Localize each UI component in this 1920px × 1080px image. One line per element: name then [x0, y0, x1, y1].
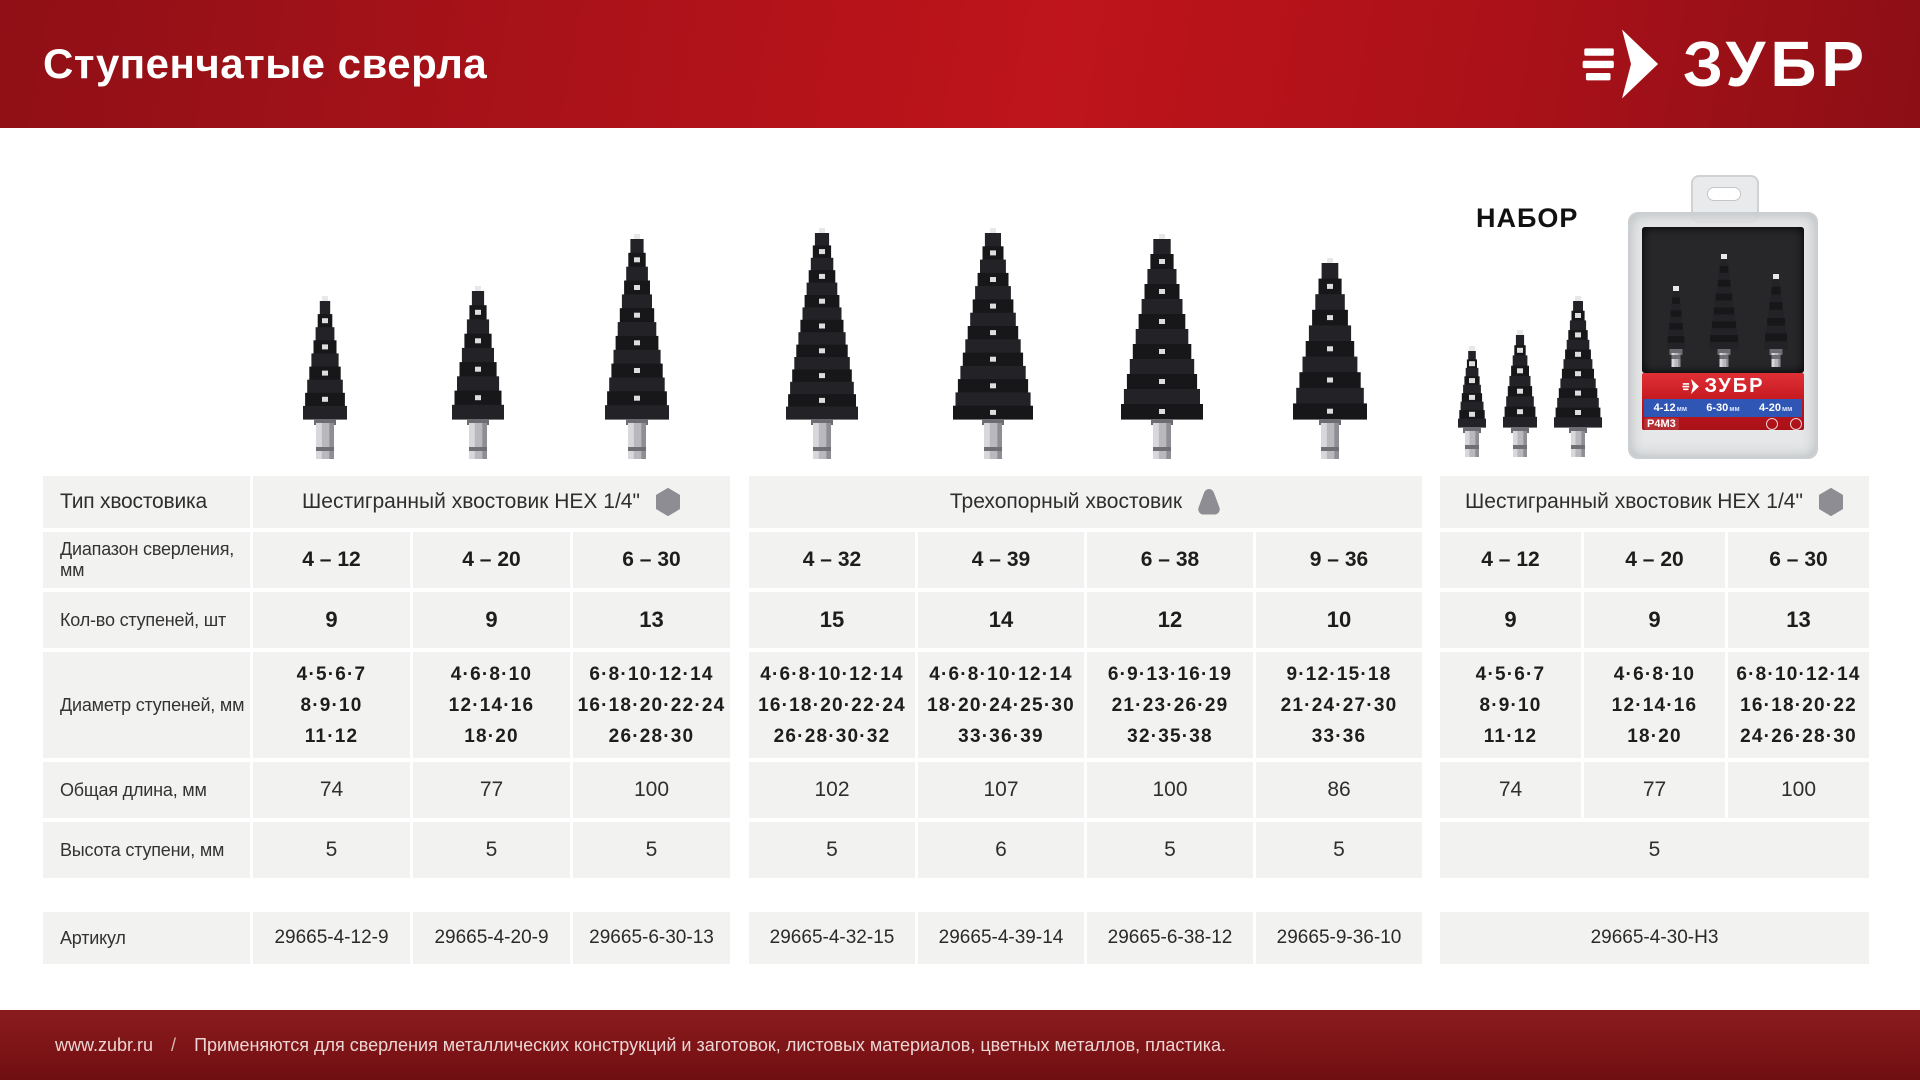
article-cell: 29665-6-38-12: [1087, 912, 1253, 964]
length-cell: 86: [1256, 762, 1422, 818]
package-label: [1642, 373, 1804, 430]
step-drill-image: [448, 286, 508, 467]
article-cell: 29665-4-32-15: [749, 912, 915, 964]
zubr-logo: [1581, 0, 1869, 128]
diameters-cell: 4·5·6·7 8·9·10 11·12: [1440, 652, 1581, 758]
page-title: Ступенчатые сверла: [43, 40, 488, 87]
length-cell: 74: [253, 762, 410, 818]
trilobe-icon: [1197, 488, 1221, 516]
step-drill-image: [1117, 234, 1207, 467]
step-drill-image: [949, 228, 1037, 467]
step-height-cell: 5: [413, 822, 570, 878]
range-cell: 4 – 20: [1584, 532, 1725, 588]
shank-type-cell: Шестигранный хвостовик HEX 1/4": [253, 476, 730, 528]
steps-cell: 12: [1087, 592, 1253, 648]
article-cell: 29665-4-12-9: [253, 912, 410, 964]
step-drill-image: [601, 234, 673, 467]
diameters-cell: 4·6·8·10 12·14·16 18·20: [413, 652, 570, 758]
row-step-height: [43, 822, 1872, 878]
article-cell: 29665-4-20-9: [413, 912, 570, 964]
step-drill-image: [1760, 274, 1792, 375]
step-height-cell: 5: [1256, 822, 1422, 878]
step-drill-image: [782, 228, 862, 467]
range-cell: 6 – 30: [1728, 532, 1869, 588]
range-cell: 9 – 36: [1256, 532, 1422, 588]
range-cell: 6 – 38: [1087, 532, 1253, 588]
steps-cell: 13: [573, 592, 730, 648]
step-height-cell: 5: [573, 822, 730, 878]
package-bottom-row: [1644, 418, 1802, 430]
diameters-cell: 6·8·10·12·14 16·18·20·22·24 26·28·30: [573, 652, 730, 758]
shank-type-cell: Трехопорный хвостовик: [749, 476, 1422, 528]
package-brand-text: ЗУБР: [1704, 375, 1765, 397]
row-total-length: [43, 762, 1872, 818]
package-brand: [1682, 375, 1765, 398]
package-steel-grade: Р4М3: [1644, 418, 1679, 430]
steps-cell: 9: [253, 592, 410, 648]
length-cell: 102: [749, 762, 915, 818]
steps-cell: 9: [1440, 592, 1581, 648]
hex-icon: [1818, 488, 1844, 516]
steps-cell: 14: [918, 592, 1084, 648]
steps-cell: 10: [1256, 592, 1422, 648]
footer-band: [0, 1010, 1920, 1080]
zubr-logo-icon: [1581, 25, 1663, 103]
package-badge-icon: [1790, 418, 1802, 430]
diameters-cell: 4·6·8·10·12·14 16·18·20·22·24 26·28·30·32: [749, 652, 915, 758]
step-height-cell: 5: [1087, 822, 1253, 878]
range-cell: 4 – 12: [253, 532, 410, 588]
row-drilling-range: [43, 532, 1872, 588]
step-drill-image: [299, 296, 351, 467]
site-url[interactable]: www.zubr.ru: [55, 1034, 154, 1055]
zubr-logo-text: ЗУБР: [1682, 28, 1869, 100]
diameters-cell: 6·8·10·12·14 16·18·20·22 24·26·28·30: [1728, 652, 1869, 758]
header-band: [0, 0, 1920, 128]
row-step-diameters: [43, 652, 1872, 758]
row-label: Диаметр ступеней, мм: [43, 652, 250, 758]
set-label: НАБОР: [1476, 203, 1579, 233]
step-height-cell: 5: [253, 822, 410, 878]
length-cell: 107: [918, 762, 1084, 818]
package-size: 4-20мм: [1758, 402, 1793, 414]
step-drill-image: [1289, 258, 1371, 467]
row-shank-type: [43, 476, 1872, 528]
range-cell: 4 – 32: [749, 532, 915, 588]
range-cell: 4 – 20: [413, 532, 570, 588]
row-label: Высота ступени, мм: [43, 822, 250, 878]
diameters-cell: 9·12·15·18 21·24·27·30 33·36: [1256, 652, 1422, 758]
length-cell: 100: [1728, 762, 1869, 818]
row-label: Артикул: [43, 912, 250, 964]
row-label: Кол-во ступеней, шт: [43, 592, 250, 648]
step-drill-image: [1663, 286, 1689, 375]
row-steps-count: [43, 592, 1872, 648]
length-cell: 74: [1440, 762, 1581, 818]
steps-cell: 15: [749, 592, 915, 648]
article-cell: 29665-4-39-14: [918, 912, 1084, 964]
length-cell: 100: [1087, 762, 1253, 818]
diameters-cell: 4·5·6·7 8·9·10 11·12: [253, 652, 410, 758]
zubr-logo-icon: [1682, 378, 1700, 395]
shank-type-cell: Шестигранный хвостовик HEX 1/4": [1440, 476, 1869, 528]
step-drill-image: [1550, 296, 1606, 465]
range-cell: 6 – 30: [573, 532, 730, 588]
package-size: 4-12мм: [1653, 402, 1688, 414]
range-cell: 4 – 12: [1440, 532, 1581, 588]
step-height-cell: 5: [749, 822, 915, 878]
package-size: 6-30мм: [1706, 402, 1740, 414]
length-cell: 100: [573, 762, 730, 818]
step-drill-image: [1705, 254, 1743, 375]
article-cell: 29665-6-30-13: [573, 912, 730, 964]
steps-cell: 9: [1584, 592, 1725, 648]
diameters-cell: 4·6·8·10 12·14·16 18·20: [1584, 652, 1725, 758]
package-badge-icon: [1766, 418, 1778, 430]
row-article: [43, 912, 1872, 964]
footer-separator: /: [171, 1034, 177, 1055]
article-merged-cell: 29665-4-30-Н3: [1440, 912, 1869, 964]
footer-note: Применяются для сверления металлических конструкций и заготовок, листовых материалов, цветных металлов, пластика.: [194, 1034, 1226, 1055]
length-cell: 77: [413, 762, 570, 818]
hex-icon: [655, 488, 681, 516]
row-label: Диапазон сверления, мм: [43, 532, 250, 588]
length-cell: 77: [1584, 762, 1725, 818]
package-size-strip: [1644, 399, 1802, 417]
step-height-merged-cell: 5: [1440, 822, 1869, 878]
step-drill-image: [1499, 330, 1541, 465]
steps-cell: 13: [1728, 592, 1869, 648]
diameters-cell: 4·6·8·10·12·14 18·20·24·25·30 33·36·39: [918, 652, 1084, 758]
row-label: Тип хвостовика: [43, 476, 250, 528]
range-cell: 4 – 39: [918, 532, 1084, 588]
diameters-cell: 6·9·13·16·19 21·23·26·29 32·35·38: [1087, 652, 1253, 758]
step-height-cell: 6: [918, 822, 1084, 878]
row-label: Общая длина, мм: [43, 762, 250, 818]
step-drill-image: [1454, 346, 1490, 465]
article-cell: 29665-9-36-10: [1256, 912, 1422, 964]
package-hang-hole: [1707, 187, 1741, 201]
steps-cell: 9: [413, 592, 570, 648]
